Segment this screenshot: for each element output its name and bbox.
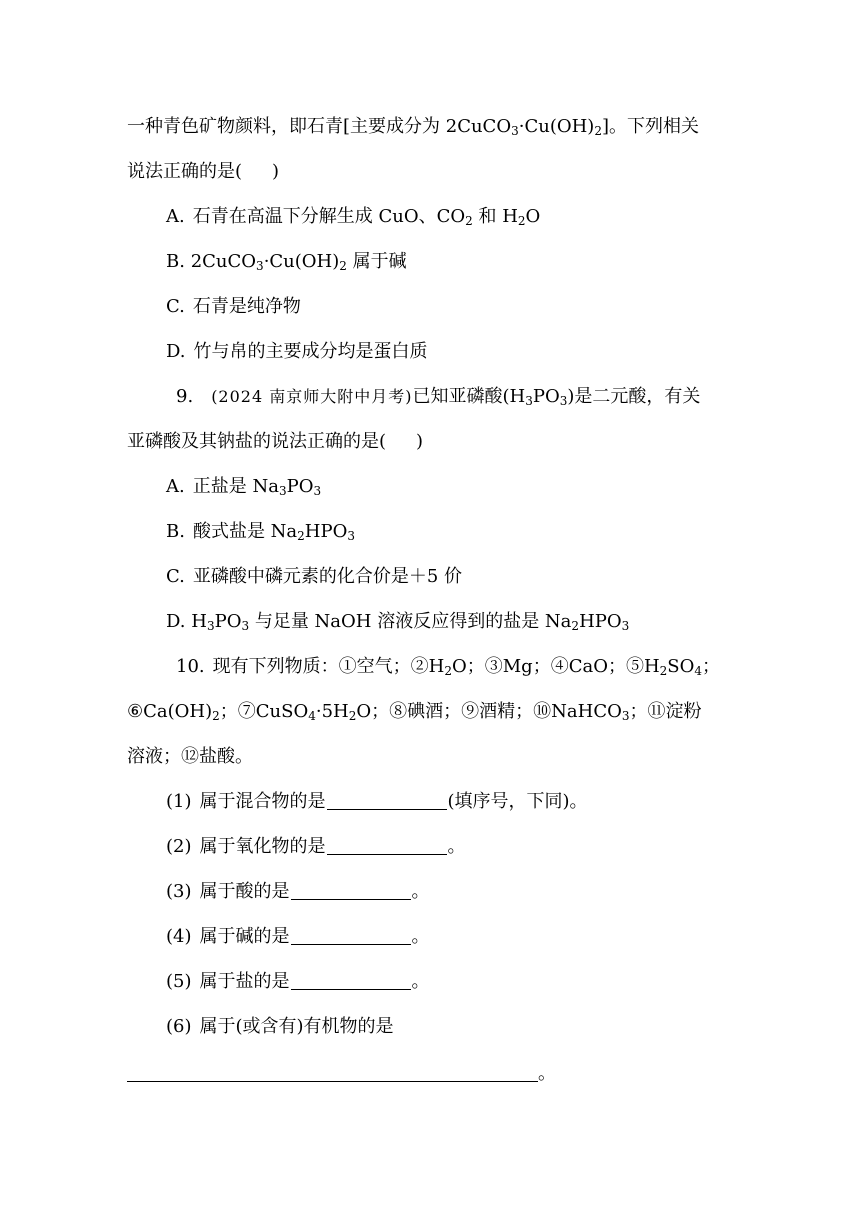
question-number: 9.: [176, 386, 194, 407]
q10-stem-text: SO: [667, 656, 695, 677]
part-label: (1): [166, 791, 192, 812]
q10-stem-text: ；⑦CuSO: [219, 701, 309, 722]
option-text: 与足量 NaOH 溶液反应得到的盐是 Na: [249, 611, 572, 632]
q10-part-6: [166, 1015, 394, 1039]
q10-stem-line2: [127, 700, 702, 724]
part-label: (5): [166, 971, 192, 992]
part-text: 属于酸的是: [199, 881, 290, 902]
question-source: (2024 南京师大附中月考): [211, 387, 413, 406]
subscript: 2: [348, 709, 357, 723]
q8-option-b[interactable]: [166, 250, 407, 274]
q9-stem-text: 已知亚磷酸(H: [412, 386, 526, 407]
q9-option-d[interactable]: [166, 610, 629, 634]
option-label: C.: [166, 296, 185, 317]
q10-stem-text: ；⑪淀粉: [629, 701, 702, 722]
q8-stem-text: 一种青色矿物颜料，即石青[主要成分为 2CuCO: [127, 116, 512, 137]
part-text: 属于氧化物的是: [199, 836, 326, 857]
q9-stem-text: ): [416, 431, 424, 452]
subscript: 3: [313, 484, 322, 498]
option-text: 竹与帛的主要成分均是蛋白质: [193, 341, 428, 362]
answer-blank[interactable]: [291, 926, 411, 945]
subscript: 3: [621, 619, 630, 633]
part-text: 属于混合物的是: [199, 791, 326, 812]
subscript: 2: [659, 664, 668, 678]
subscript: 2: [444, 664, 452, 678]
option-label: A.: [166, 476, 185, 497]
part-text: 属于碱的是: [199, 926, 290, 947]
q9-stem-text: PO: [532, 386, 560, 407]
subscript: 3: [241, 619, 250, 633]
option-text: 酸式盐是 Na: [192, 521, 298, 542]
q8-stem-text: ): [272, 161, 280, 182]
q10-part-3: [166, 880, 430, 904]
subscript: 3: [256, 259, 264, 273]
option-text: 2CuCO: [190, 251, 257, 272]
q8-option-c[interactable]: [166, 295, 301, 319]
option-text: 亚磷酸中磷元素的化合价是＋5 价: [192, 566, 463, 587]
part-text: 。: [538, 1063, 556, 1084]
q8-stem-line2: [127, 160, 279, 184]
answer-blank[interactable]: [291, 881, 411, 900]
q9-option-a[interactable]: [166, 475, 321, 499]
answer-blank[interactable]: [291, 971, 411, 990]
part-text: 。: [411, 881, 430, 902]
option-text: PO: [286, 476, 314, 497]
q8-stem-line1: [127, 115, 699, 139]
subscript: 3: [206, 619, 215, 633]
q10-part-6-answer-line: [127, 1062, 556, 1086]
subscript: 2: [517, 214, 526, 228]
subscript: 2: [465, 214, 473, 228]
q10-stem-text: O；③Mg；④CaO；⑤H: [451, 656, 660, 677]
part-text: 。: [411, 926, 430, 947]
q10-part-2: [166, 835, 466, 859]
q10-stem-line3: [127, 745, 253, 769]
part-text: (填序号，下同)。: [447, 791, 588, 812]
q9-option-c[interactable]: [166, 565, 462, 589]
part-label: (4): [166, 926, 192, 947]
subscript: 2: [571, 619, 580, 633]
option-text: 属于碱: [346, 251, 407, 272]
q8-stem-text: ]。下列相关: [601, 116, 699, 137]
q8-option-d[interactable]: [166, 340, 428, 364]
answer-blank[interactable]: [327, 791, 447, 810]
subscript: 2: [339, 259, 347, 273]
part-label: (3): [166, 881, 192, 902]
q10-stem-text: ⑥Ca(OH): [127, 701, 213, 722]
subscript: 3: [559, 394, 568, 408]
q10-stem-text: O；⑧碘酒；⑨酒精；⑩NaHCO: [356, 701, 622, 722]
subscript: 3: [621, 709, 630, 723]
q8-option-a[interactable]: [166, 205, 540, 229]
option-label: B.: [166, 521, 185, 542]
q10-part-4: [166, 925, 430, 949]
subscript: 4: [694, 664, 703, 678]
q9-stem-text: )是二元酸，有关: [567, 386, 701, 407]
option-label: B.: [166, 251, 185, 272]
option-label: C.: [166, 566, 185, 587]
q9-stem-line2: [127, 430, 423, 454]
option-text: 正盐是 Na: [192, 476, 279, 497]
q9-stem-line1: [176, 385, 700, 409]
q10-stem-text: 溶液；⑫盐酸。: [127, 746, 253, 767]
q10-stem-text: 现有下列物质：①空气；②H: [212, 656, 445, 677]
option-text: 和 H: [472, 206, 518, 227]
subscript: 3: [347, 529, 356, 543]
option-text: HPO: [579, 611, 622, 632]
part-label: (2): [166, 836, 192, 857]
answer-blank[interactable]: [127, 1063, 538, 1082]
part-text: 属于盐的是: [199, 971, 290, 992]
subscript: 4: [308, 709, 316, 723]
option-text: ·Cu(OH): [263, 251, 340, 272]
option-text: PO: [214, 611, 242, 632]
part-text: 属于(或含有)有机物的是: [199, 1016, 394, 1037]
subscript: 2: [212, 709, 220, 723]
subscript: 2: [297, 529, 305, 543]
option-text: 石青是纯净物: [192, 296, 301, 317]
q10-stem-text: ·5H: [315, 701, 349, 722]
q10-part-1: [166, 790, 588, 814]
option-text: H: [191, 611, 207, 632]
subscript: 2: [594, 124, 602, 138]
answer-blank[interactable]: [327, 836, 447, 855]
q10-part-5: [166, 970, 430, 994]
part-text: 。: [447, 836, 466, 857]
subscript: 3: [278, 484, 287, 498]
option-label: A.: [166, 206, 185, 227]
option-label: D.: [166, 611, 186, 632]
option-text: HPO: [304, 521, 348, 542]
subscript: 3: [525, 394, 533, 408]
part-label: (6): [166, 1016, 192, 1037]
q8-stem-text: 说法正确的是(: [127, 161, 243, 182]
option-label: D.: [166, 341, 186, 362]
q8-stem-text: ·Cu(OH): [518, 116, 595, 137]
q9-stem-text: 亚磷酸及其钠盐的说法正确的是(: [127, 431, 387, 452]
subscript: 3: [511, 124, 519, 138]
part-text: 。: [411, 971, 430, 992]
q9-option-b[interactable]: [166, 520, 355, 544]
option-text: 石青在高温下分解生成 CuO、CO: [192, 206, 466, 227]
question-number: 10.: [176, 656, 205, 677]
q10-stem-line1: [176, 655, 720, 679]
option-text: O: [525, 206, 541, 227]
q10-stem-text: ；: [702, 656, 721, 677]
